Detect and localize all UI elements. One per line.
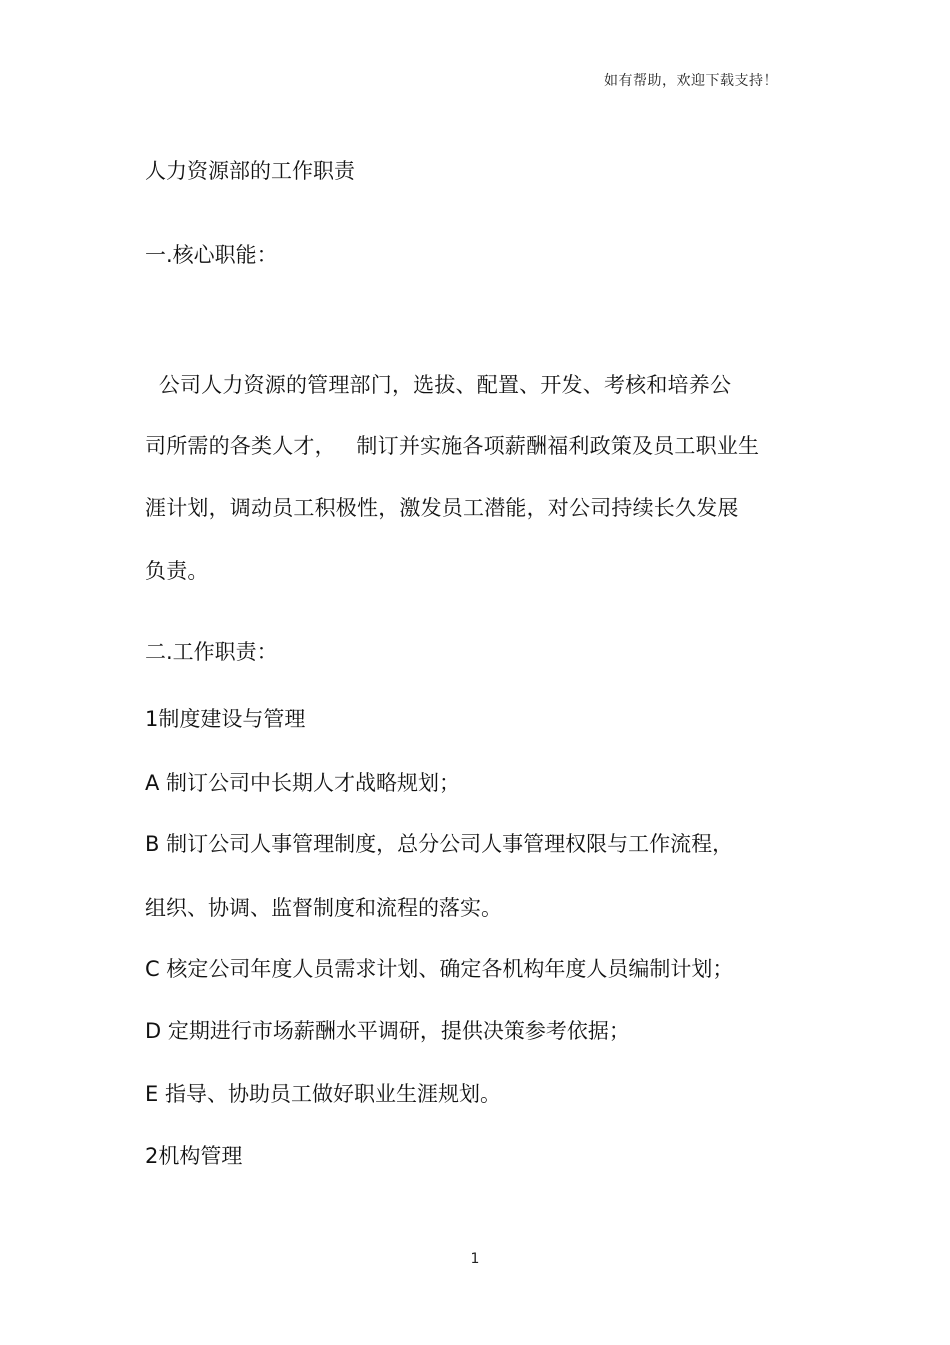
section-1-paragraph-line-4: 负责。 bbox=[145, 559, 209, 583]
list-item-c: C 核定公司年度人员需求计划、确定各机构年度人员编制计划； bbox=[145, 957, 734, 981]
list-item-a: A 制订公司中长期人才战略规划； bbox=[145, 771, 461, 795]
list-item-b-line-2: 组织、协调、监督制度和流程的落实。 bbox=[145, 896, 502, 920]
section-1-paragraph-line-2: 司所需的各类人才， 制订并实施各项薪酬福利政策及员工职业生 bbox=[145, 434, 760, 458]
header-note: 如有帮助，欢迎下载支持！ bbox=[604, 73, 778, 89]
document-title: 人力资源部的工作职责 bbox=[145, 159, 355, 183]
page-number: 1 bbox=[470, 1251, 480, 1267]
list-item-b-line-1: B 制订公司人事管理制度，总分公司人事管理权限与工作流程， bbox=[145, 832, 734, 856]
subsection-1-heading: 1制度建设与管理 bbox=[145, 707, 306, 731]
list-item-d: D 定期进行市场薪酬水平调研，提供决策参考依据； bbox=[145, 1019, 630, 1043]
section-1-paragraph-line-1: 公司人力资源的管理部门，选拔、配置、开发、考核和培养公 bbox=[145, 373, 732, 397]
section-1-heading: 一.核心职能： bbox=[145, 243, 278, 267]
list-item-e: E 指导、协助员工做好职业生涯规划。 bbox=[145, 1082, 501, 1106]
subsection-2-heading: 2机构管理 bbox=[145, 1144, 243, 1168]
section-1-paragraph-line-3: 涯计划，调动员工积极性，激发员工潜能，对公司持续长久发展 bbox=[145, 496, 739, 520]
section-2-heading: 二.工作职责： bbox=[145, 640, 278, 664]
